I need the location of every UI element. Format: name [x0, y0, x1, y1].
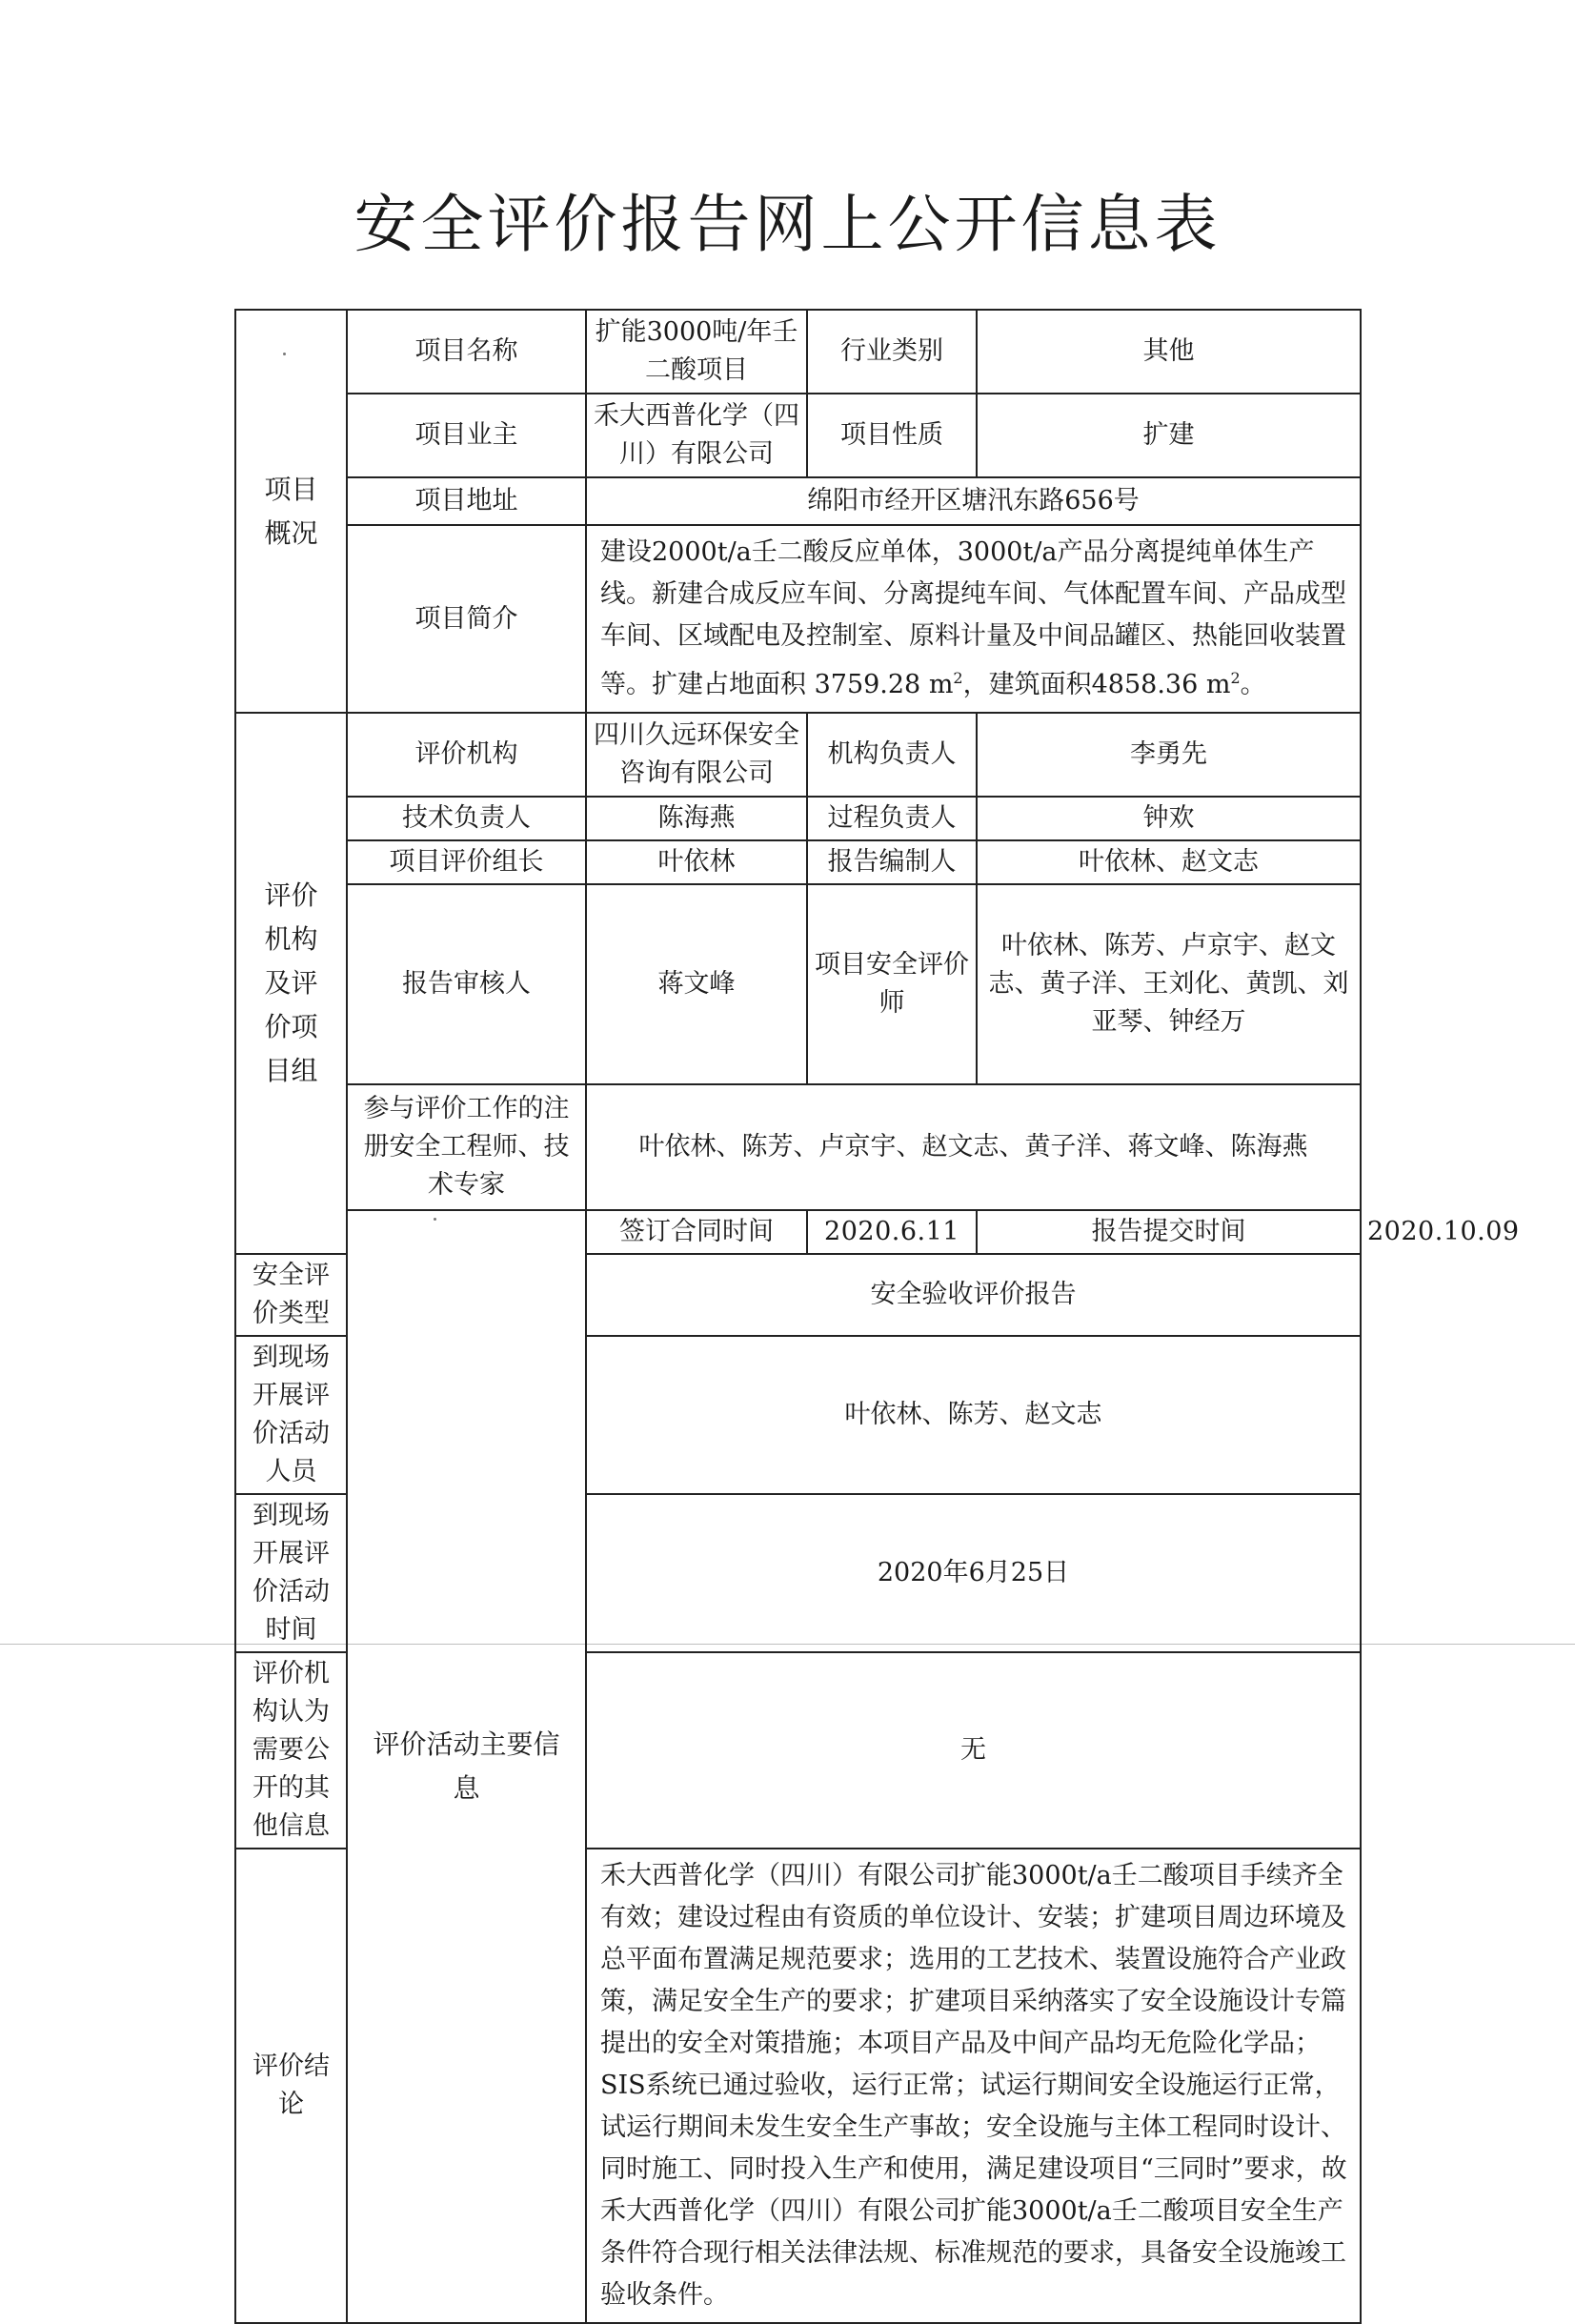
- tech-lead-value: 陈海燕: [586, 797, 807, 840]
- table-row: [235, 1084, 1361, 1210]
- section-overview-label: 项目概况: [235, 310, 347, 713]
- section-activity-label: 评价活动主要信息: [347, 1210, 586, 2323]
- table-row: [235, 797, 1361, 840]
- process-lead-value: 钟欢: [977, 797, 1361, 840]
- table-row: 评价活动主要信息 签订合同时间 2020.6.11 报告提交时间 2020.10.09: [235, 1210, 1361, 1254]
- project-nature-label: 项目性质: [807, 394, 977, 477]
- report-reviewer-value: 蒋文峰: [586, 884, 807, 1084]
- table-row: [235, 394, 1361, 477]
- project-nature-value: 扩建: [977, 394, 1361, 477]
- area-unit-superscript: 2: [953, 669, 963, 687]
- project-intro-value: [586, 525, 1361, 713]
- table-row: [235, 310, 1361, 394]
- process-lead-label: 过程负责人: [807, 797, 977, 840]
- onsite-time-label: 到现场开展评价活动时间: [235, 1494, 347, 1652]
- industry-value: 其他: [977, 310, 1361, 394]
- contract-date-value: 2020.6.11: [807, 1210, 977, 1254]
- evaluation-type-value: 安全验收评价报告: [586, 1254, 1361, 1336]
- project-address-value: 绵阳市经开区塘汛东路656号: [586, 477, 1361, 525]
- table-row: [235, 713, 1361, 797]
- agency-org-value: 四川久远环保安全咨询有限公司: [586, 713, 807, 797]
- project-owner-value: 禾大西普化学（四川）有限公司: [586, 394, 807, 477]
- area-unit-superscript: 2: [1230, 669, 1241, 687]
- industry-label: 行业类别: [807, 310, 977, 394]
- project-owner-label: 项目业主: [347, 394, 586, 477]
- disclosure-table: [234, 309, 1520, 2324]
- report-compiler-label: 报告编制人: [807, 840, 977, 884]
- conclusion-label: 评价结论: [235, 1849, 347, 2323]
- project-intro-text: 建设2000t/a壬二酸反应单体，3000t/a产品分离提纯单体生产线。新建合成反应车间、分离提纯车间、气体配置车间、产品成型车间、区域配电及控制室、原料计量及中间品罐区、热能回收装置等。扩建占地面积 3759.28 m: [600, 537, 1346, 699]
- agency-head-value: 李勇先: [977, 713, 1361, 797]
- submit-date-label: 报告提交时间: [977, 1210, 1361, 1254]
- onsite-time-value: 2020年6月25日: [586, 1494, 1361, 1652]
- table-row: [235, 525, 1361, 713]
- other-info-value: 无: [586, 1652, 1361, 1849]
- section-agency-label: 评价机构及评价项目组: [235, 713, 347, 1254]
- group-leader-value: 叶依林: [586, 840, 807, 884]
- agency-org-label: 评价机构: [347, 713, 586, 797]
- engineers-value: 叶依林、陈芳、卢京宇、赵文志、黄子洋、蒋文峰、陈海燕: [586, 1084, 1361, 1210]
- project-address-label: 项目地址: [347, 477, 586, 525]
- table-row: [235, 477, 1361, 525]
- project-intro-text-2: ，建筑面积4858.36 m: [962, 670, 1231, 699]
- project-intro-text-3: 。: [1240, 670, 1266, 699]
- project-name-value: 扩能3000吨/年壬二酸项目: [586, 310, 807, 394]
- page-title: 安全评价报告网上公开信息表: [353, 188, 1222, 261]
- evaluation-type-label: 安全评价类型: [235, 1254, 347, 1336]
- other-info-label: 评价机构认为需要公开的其他信息: [235, 1652, 347, 1849]
- table-row: [235, 884, 1361, 1084]
- table-row: [235, 840, 1361, 884]
- agency-head-label: 机构负责人: [807, 713, 977, 797]
- project-intro-label: 项目简介: [347, 525, 586, 713]
- safety-evaluators-value: 叶依林、陈芳、卢京宇、赵文志、黄子洋、王刘化、黄凯、刘亚琴、钟经万: [977, 884, 1361, 1084]
- conclusion-value: 禾大西普化学（四川）有限公司扩能3000t/a壬二酸项目手续齐全有效；建设过程由有资质的单位设计、安装；扩建项目周边环境及总平面布置满足规范要求；选用的工艺技术、装置设施符合产业政策，满足安全生产的要求；扩建项目采纳落实了安全设施设计专篇提出的安全对策措施；本项目产品及中间产品均无危险化学品；SIS系统已通过验收，运行正常；试运行期间安全设施运行正常，试运行期间未发生安全生产事故；安全设施与主体工程同时设计、同时施工、同时投入生产和使用，满足建设项目“三同时”要求，故禾大西普化学（四川）有限公司扩能3000t/a壬二酸项目安全生产条件符合现行相关法律法规、标准规范的要求，具备安全设施竣工验收条件。: [586, 1849, 1361, 2323]
- engineers-label: 参与评价工作的注册安全工程师、技术专家: [347, 1084, 586, 1210]
- group-leader-label: 项目评价组长: [347, 840, 586, 884]
- report-reviewer-label: 报告审核人: [347, 884, 586, 1084]
- contract-date-label: 签订合同时间: [586, 1210, 807, 1254]
- onsite-personnel-label: 到现场开展评价活动人员: [235, 1336, 347, 1494]
- onsite-personnel-value: 叶依林、陈芳、赵文志: [586, 1336, 1361, 1494]
- safety-evaluators-label: 项目安全评价师: [807, 884, 977, 1084]
- tech-lead-label: 技术负责人: [347, 797, 586, 840]
- project-name-label: 项目名称: [347, 310, 586, 394]
- report-compiler-value: 叶依林、赵文志: [977, 840, 1361, 884]
